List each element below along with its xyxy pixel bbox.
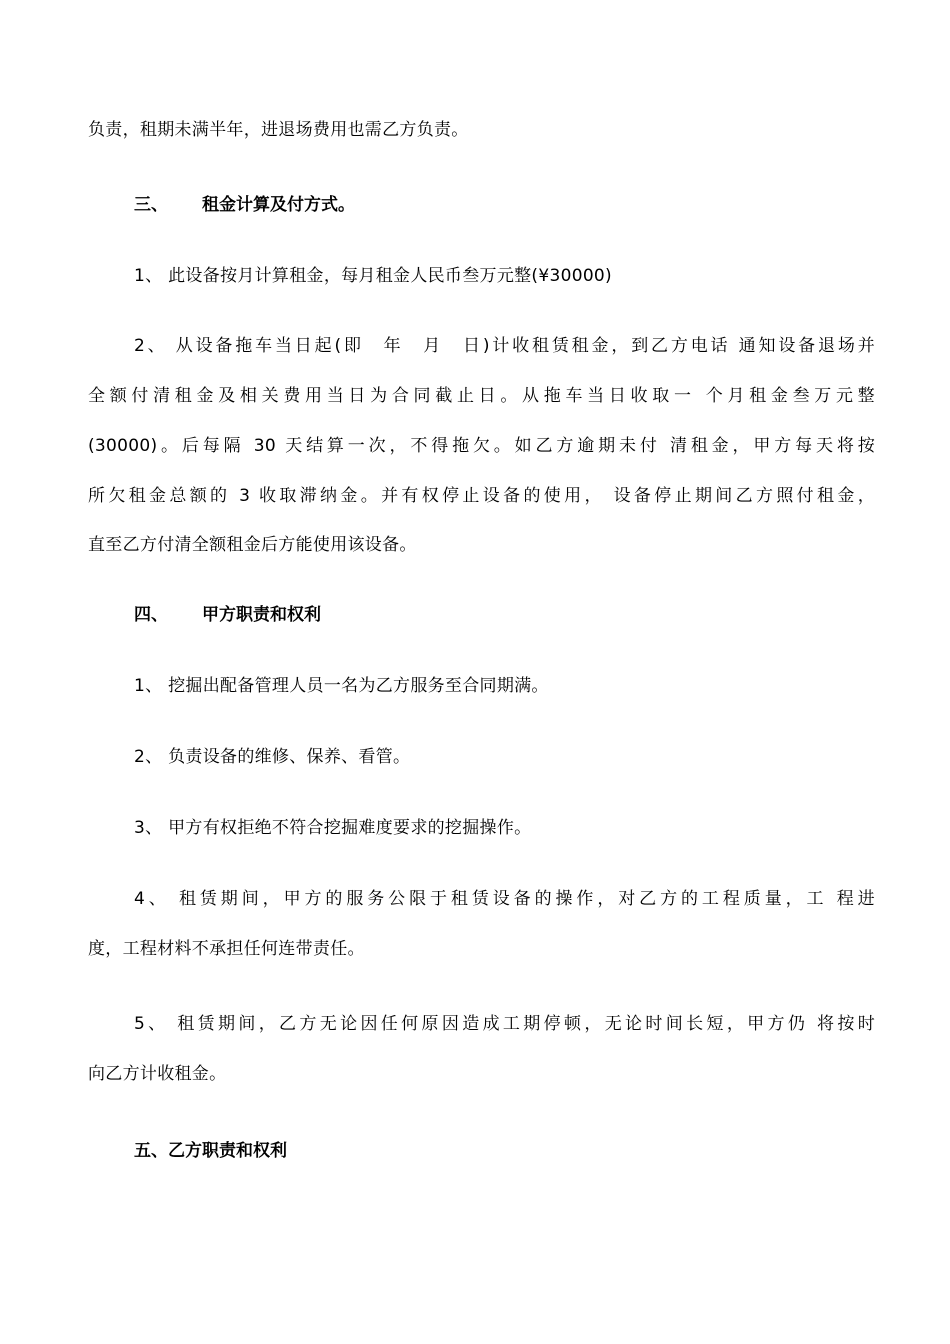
paragraph-line: 负责，租期未满半年，进退场费用也需乙方负责。 (88, 120, 469, 140)
paragraph-line: 5、 租赁期间，乙方无论因任何原因造成工期停顿，无论时间长短，甲方仍 将按时 (134, 1014, 875, 1034)
paragraph-line: 2、 从设备拖车当日起(即 年 月 日)计收租赁租金，到乙方电话 通知设备退场并 (134, 336, 875, 356)
section-heading-3 (134, 193, 355, 217)
paragraph-line: 4、 租赁期间，甲方的服务公限于租赁设备的操作，对乙方的工程质量，工 程进 (134, 889, 875, 909)
paragraph-line: 直至乙方付清全额租金后方能使用该设备。 (88, 535, 417, 555)
paragraph-line: 3、 甲方有权拒绝不符合挖掘难度要求的挖掘操作。 (134, 818, 532, 838)
section-heading-4 (134, 603, 321, 627)
section-title: 租金计算及付方式。 (202, 195, 355, 215)
section-number: 五、 (134, 1141, 168, 1161)
paragraph-line: 度，工程材料不承担任何连带责任。 (88, 939, 365, 959)
paragraph-line: 2、 负责设备的维修、保养、看管。 (134, 747, 411, 767)
section-title: 乙方职责和权利 (168, 1141, 287, 1161)
section-number: 三、 (134, 195, 168, 215)
section-number: 四、 (134, 605, 168, 625)
paragraph-line: 1、 此设备按月计算租金，每月租金人民币叁万元整(¥30000) (134, 266, 612, 286)
paragraph-line: 向乙方计收租金。 (88, 1064, 227, 1084)
paragraph-line: 所欠租金总额的 3 收取滞纳金。并有权停止设备的使用， 设备停止期间乙方照付租金， (88, 486, 875, 506)
paragraph-line: (30000)。后每隔 30 天结算一次，不得拖欠。如乙方逾期未付 清租金，甲方每天将按 (88, 436, 875, 456)
section-heading-5 (134, 1139, 287, 1163)
section-title: 甲方职责和权利 (202, 605, 321, 625)
paragraph-line: 全额付清租金及相关费用当日为合同截止日。从拖车当日收取一 个月租金叁万元整 (88, 386, 875, 406)
paragraph-line: 1、 挖掘出配备管理人员一名为乙方服务至合同期满。 (134, 676, 549, 696)
